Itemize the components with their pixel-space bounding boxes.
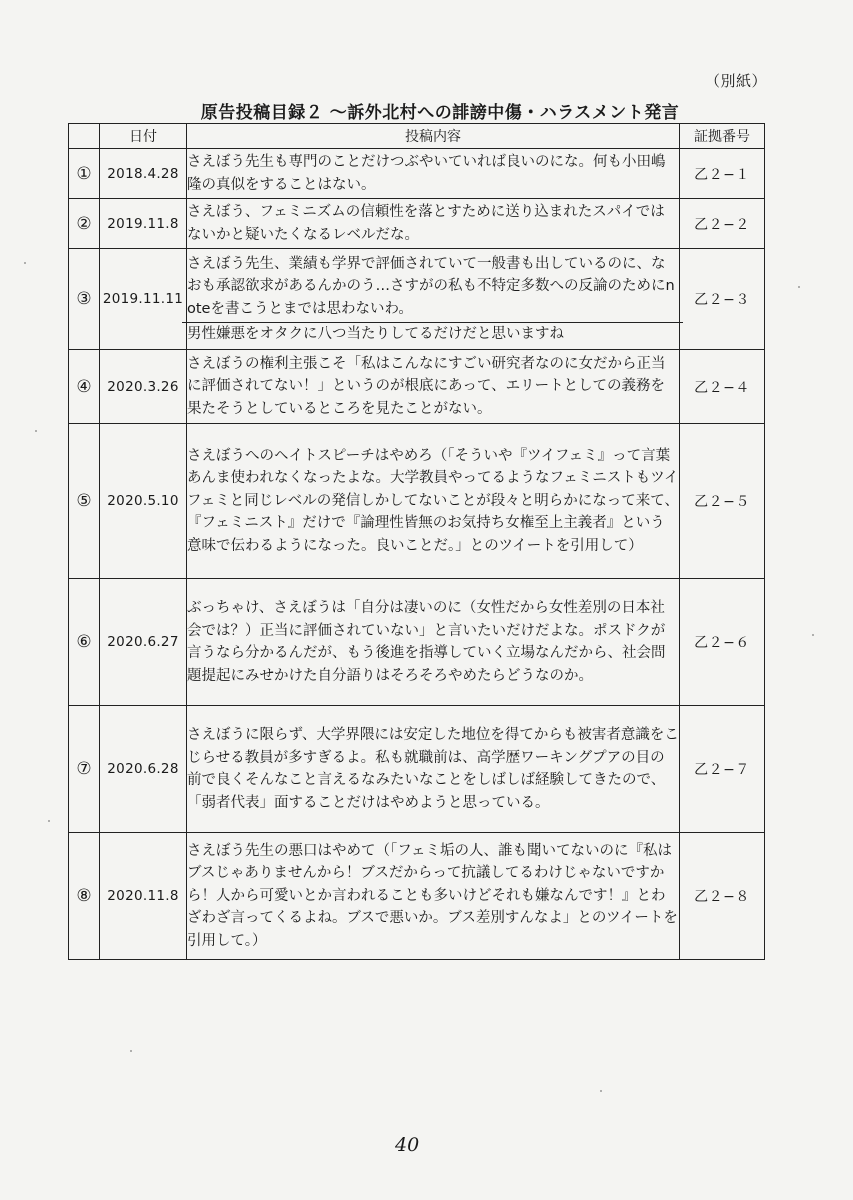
row-date: 2020.3.26 — [100, 350, 187, 424]
row-content: さえぼう先生の悪口はやめて（「フェミ垢の人、誰も聞いてないのに『私はブスじゃありませんから！ブスだからって抗議してるわけじゃないですから！人から可愛いとか言われることも多いけどそれも嫌なんです！』とわざわざ言ってくるよね。ブスで悪いか。ブス差別すんなよ」とのツイートを引用して。） — [187, 833, 680, 960]
header-content: 投稿内容 — [187, 124, 680, 149]
scan-speck — [48, 820, 50, 822]
row-content: ぶっちゃけ、さえぼうは「自分は凄いのに（女性だから女性差別の日本社会では？）正当に評価されていない」と言いたいだけだよな。ポスドクが言うなら分かるんだが、もう後進を指導していく立場なんだから、社会問題提起にみせかけた自分語りはそろそろやめたらどうなのか。 — [187, 579, 680, 706]
row-date: 2019.11.8 — [100, 199, 187, 249]
row-content: さえぼうへのヘイトスピーチはやめろ（「そういや『ツイフェミ』って言葉あんま使われなくなったよな。大学教員やってるようなフェミニストもツイフェミと同じレベルの発信しかしてないことが段々と明らかになって来て、『フェミニスト』だけで『論理性皆無のお気持ち女権至上主義者』という意味で伝わるようになった。良いことだ。」とのツイートを引用して） — [187, 424, 680, 579]
row-number: ③ — [69, 249, 100, 350]
table-row — [69, 149, 765, 199]
table-row — [69, 706, 765, 833]
row-content: さえぼう先生も専門のことだけつぶやいていれば良いのにな。何も小田嶋隆の真似をすることはない。 — [187, 149, 680, 199]
table-row — [69, 833, 765, 960]
scan-speck — [798, 286, 800, 288]
header-num — [69, 124, 100, 149]
row-number: ① — [69, 149, 100, 199]
row-date: 2018.4.28 — [100, 149, 187, 199]
row-number: ⑦ — [69, 706, 100, 833]
row-date: 2020.5.10 — [100, 424, 187, 579]
scan-speck — [600, 1090, 602, 1092]
row-date: 2020.6.28 — [100, 706, 187, 833]
table-row — [69, 249, 765, 350]
row-content-extra: 男性嫌悪をオタクに八つ当たりしてるだけだと思いますね — [182, 322, 683, 346]
row-evidence: 乙２−５ — [680, 424, 765, 579]
row-date: 2020.11.8 — [100, 833, 187, 960]
row-evidence: 乙２−６ — [680, 579, 765, 706]
scan-speck — [24, 262, 26, 264]
row-number: ⑤ — [69, 424, 100, 579]
table-header-row — [69, 124, 765, 149]
row-number: ⑥ — [69, 579, 100, 706]
header-date: 日付 — [100, 124, 187, 149]
row-evidence: 乙２−１ — [680, 149, 765, 199]
row-number: ⑧ — [69, 833, 100, 960]
row-content: さえぼう、フェミニズムの信頼性を落とすために送り込まれたスパイではないかと疑いたくなるレベルだな。 — [187, 199, 680, 249]
scan-speck — [35, 430, 37, 432]
row-evidence: 乙２−３ — [680, 249, 765, 350]
scan-speck — [812, 634, 814, 636]
row-evidence: 乙２−４ — [680, 350, 765, 424]
row-date: 2019.11.11 — [100, 249, 187, 350]
row-content — [187, 249, 680, 350]
header-evidence: 証拠番号 — [680, 124, 765, 149]
document-title: 原告投稿目録２ ～訴外北村への誹謗中傷・ハラスメント発言 — [200, 103, 680, 123]
row-number: ④ — [69, 350, 100, 424]
table-row — [69, 199, 765, 249]
page-number: 40 — [395, 1134, 420, 1156]
row-content: さえぼうに限らず、大学界隈には安定した地位を得てからも被害者意識をこじらせる教員が多すぎるよ。私も就職前は、高学歴ワーキングプアの目の前で良くそんなこと言えるなみたいなことをしばしば経験してきたので、「弱者代表」面することだけはやめようと思っている。 — [187, 706, 680, 833]
table-row — [69, 350, 765, 424]
posts-table — [68, 123, 765, 960]
row-evidence: 乙２−７ — [680, 706, 765, 833]
row-content-main: さえぼう先生、業績も学界で評価されていて一般書も出しているのに、なおも承認欲求があるんかのう…さすがの私も不特定多数への反論のためにnoteを書こうとまでは思わないわ。 — [187, 255, 675, 317]
table-row — [69, 424, 765, 579]
row-evidence: 乙２−２ — [680, 199, 765, 249]
row-content: さえぼうの権利主張こそ「私はこんなにすごい研究者なのに女だから正当に評価されてない！」というのが根底にあって、エリートとしての義務を果たそうとしているところを見たことがない。 — [187, 350, 680, 424]
row-number: ② — [69, 199, 100, 249]
row-date: 2020.6.27 — [100, 579, 187, 706]
scan-speck — [130, 1050, 132, 1052]
attachment-label: （別紙） — [704, 72, 767, 90]
row-evidence: 乙２−８ — [680, 833, 765, 960]
table-row — [69, 579, 765, 706]
